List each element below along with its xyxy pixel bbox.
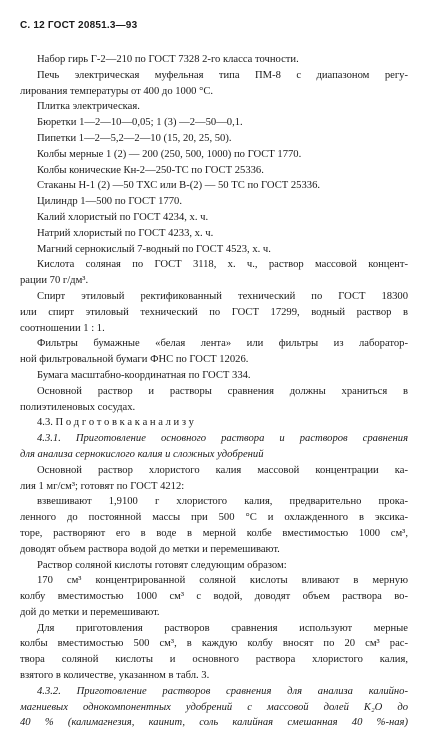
text-line: дой до метки и перемешивают. (20, 606, 160, 618)
text-line: колбу вместимостью 1000 см³ с водой, доводят объем раствора во- (20, 591, 408, 603)
text-line: Спирт этиловый ректификованный технический по ГОСТ 18300 (37, 290, 408, 302)
page-header: С. 12 ГОСТ 20851.3—93 (20, 20, 138, 31)
text-line: Калий хлористый по ГОСТ 4234, х. ч. (37, 211, 209, 223)
text-line: Бумага масштабно-координатная по ГОСТ 334. (37, 369, 251, 381)
text-line: или спирт этиловый технический по ГОСТ 17299, водный раствор в (20, 306, 408, 318)
text-line: доводят объем раствора водой до метки и перемешивают. (20, 543, 280, 555)
text-line: Основной раствор хлористого калия массовой концентрации ка- (37, 464, 408, 476)
text-line: Натрий хлористый по ГОСТ 4233, х. ч. (37, 227, 214, 239)
text-line: колбы вместимостью 500 см³, в каждую колбу вносят по 20 см³ рас- (20, 638, 408, 650)
text-line: лия 1 мг/см³; готовят по ГОСТ 4212: (20, 480, 185, 492)
text-line: ленного до постоянной массы при 500 °С и охлажденного в эксика- (20, 512, 408, 524)
text-line: взвешивают 1,9100 г хлористого калия, предварительно прока- (37, 496, 408, 508)
text-line: Раствор соляной кислоты готовят следующим образом: (37, 559, 287, 571)
text-line: Для приготовления растворов сравнения используют мерные (37, 622, 408, 634)
text-line: Стаканы Н-1 (2) —50 ТХС или В-(2) — 50 ТС по ГОСТ 25336. (37, 180, 321, 192)
text-line: лирования температуры от 400 до 1000 °С. (20, 85, 214, 97)
text-line: соотношении 1 : 1. (20, 322, 105, 334)
text-line: 170 см³ концентрированной соляной кислоты вливают в мерную (37, 575, 408, 587)
text-line: Цилиндр 1—500 по ГОСТ 1770. (37, 196, 182, 208)
text-line: ной фильтровальной бумаги ФНС по ГОСТ 12026. (20, 354, 249, 366)
text-line: торе, растворяют его в воде в мерной колбе вместимостью 1000 см³, (20, 527, 408, 539)
text-line: Набор гирь Г-2—210 по ГОСТ 7328 2-го класса точности. (37, 54, 299, 65)
text-line: Магний сернокислый 7-водный по ГОСТ 4523, х. ч. (37, 243, 271, 255)
text-line: Фильтры бумажные «белая лента» или фильтры из лаборатор- (37, 338, 408, 350)
text-line: 4.3.1. Приготовление основного раствора и растворов сравнения (37, 433, 408, 445)
text-line: рации 70 г/дм³. (20, 275, 89, 287)
text-line: 40 % (калимагнезия, каинит, соль калийная смешанная 40 %-ная) (20, 717, 408, 729)
text-line: Кислота соляная по ГОСТ 3118, х. ч., раствор массовой концент- (37, 259, 408, 271)
text-line: полиэтиленовых сосудах. (20, 401, 136, 413)
text-line: Колбы конические Кн-2—250-ТС по ГОСТ 25336. (37, 164, 264, 176)
document-body (20, 52, 408, 731)
text-line: 4.3. П о д г о т о в к а к а н а л и з у (37, 417, 194, 429)
text-line: твора соляной кислоты и основного раствора хлористого калия, (20, 654, 408, 666)
text-line: для анализа сернокислого калия и сложных удобрений (20, 448, 264, 460)
text-line: Плитка электрическая. (37, 101, 140, 113)
text-line: Бюретки 1—2—10—0,05; 1 (3) —2—50—0,1. (37, 117, 243, 129)
text-line: Пипетки 1—2—5,2—2—10 (15, 20, 25, 50). (37, 132, 232, 144)
text-line: Основной раствор и растворы сравнения должны храниться в (37, 385, 408, 397)
text-line: взятого в количестве, указанном в табл. 3. (20, 670, 210, 682)
text-line: магниевых однокомпонентных удобрений с массовой долей K₂O до (20, 701, 408, 713)
text-line: Печь электрическая муфельная типа ПМ-8 с диапазоном регу- (37, 69, 408, 81)
text-line: 4.3.2. Приготовление растворов сравнения для анализа калийно- (37, 685, 408, 697)
text-line: Колбы мерные 1 (2) — 200 (250, 500, 1000) по ГОСТ 1770. (37, 148, 302, 160)
